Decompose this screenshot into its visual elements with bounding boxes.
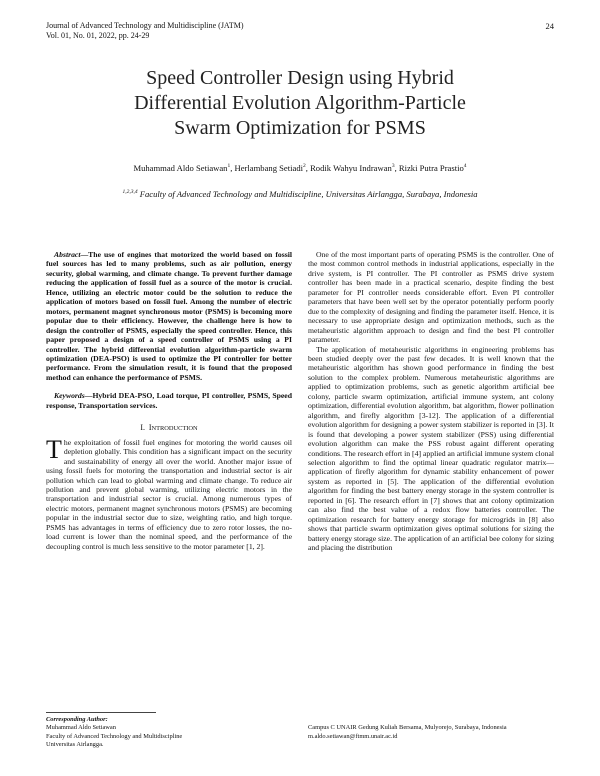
abstract (46, 250, 292, 382)
author-sup: 1 (227, 163, 231, 170)
author-sup: 4 (463, 163, 467, 170)
author-sup: 2 (303, 163, 306, 170)
section-heading (46, 423, 292, 433)
author-address: Campus C UNAIR Gedung Kuliah Bersama, Mulyorejo, Surabaya, Indonesia (308, 724, 507, 732)
abstract-label: Abstract (54, 250, 81, 259)
author-email: m.aldo.setiawan@ftmm.unair.ac.id (308, 732, 398, 740)
right-column (308, 250, 554, 553)
keywords-label: Keywords (54, 391, 85, 401)
title-line: Speed Controller Design using Hybrid (146, 67, 454, 89)
section-heading-rest: NTRODUCTION (151, 425, 198, 433)
corresponding-author-name: Muhammad Aldo Setiawan (46, 724, 116, 732)
author-name: Rizki Putra Prastio (398, 163, 464, 173)
section-numeral: I. (140, 423, 145, 433)
corresponding-author-label: Corresponding Author: (46, 716, 108, 723)
corresponding-author-university: Universitas Airlangga. (46, 740, 104, 748)
affiliation-text: Faculty of Advanced Technology and Multidiscipline, Universitas Airlangga, Surabaya, Indonesia (139, 188, 478, 199)
volume-info: Vol. 01, No. 01, 2022, pp. 24-29 (46, 31, 150, 40)
title-line: Swarm Optimization for PSMS (174, 117, 426, 139)
section-heading-initial: I (148, 423, 152, 433)
author-name: Muhammad Aldo Setiawan (133, 163, 228, 173)
body-paragraph: One of the most important parts of operating PSMS is the controller. One of the most common control methods in industrial applications, especially in the drive system, is PI controller. The PI controller as PSMS drive system controller has been made in a practical scenario, despite finding the best parameter for PI controller needs considerable effort. Even PI controller parameters that have been well set by the operator potentially perform poorly due to the complexity of designing and finding the parameter itself. Hence, it is necessary to use appropriate design and optimization methods, such as the metaheuristic algorithm approach to design and find the best PI controller parameter. (308, 250, 554, 345)
author-name: Herlambang Setiadi (234, 163, 304, 173)
paper-title (40, 66, 560, 141)
keywords-text: —Hybrid DEA-PSO, Load torque, PI controller, PSMS, Speed response, Transportation services. (46, 391, 292, 410)
body-paragraph: The application of metaheuristic algorithms in engineering problems has been studied deeply over the past few decades. It is well known that the metaheuristic algorithm has shown good performance in finding the best solution to the complex problem. Numerous metaheuristic algorithms are applied to optimization problems, such as genetic algorithm artificial bee colony, particle swarm optimization, artificial immune system, ant colony optimization, differential evolution algorithm, bat algorithm, flower pollination algorithm, and firefly algorithm [3-12]. The application of a differential evolution algorithm for designing a power system stabilizer is reported in [3]. It is found that developing a power system stabilizer (PSS) using differential evolution algorithm can make the PSS robust againt different operating conditions. The research effort in [4] applied an artificial immune system clonal selection algorithm to find the optimal linear quadratic regulator matrix—application of firefly algorithm for dynamic stability enhancement of power system as reported in [5]. The application of the differential evolution algorithm for finding the best battery energy storage in the system controller is reported in [6]. The research effort in [7] shows that ant colony optimization can also find the best value of a redox flow batteries controller. The optimization research for battery energy storage for microgrids in [8] also shows that particle swarm optimization gives optimal solutions for sizing the battery energy storage size. The application of an artificial bee colony for sizing and placing the distribution (308, 344, 554, 553)
left-column (46, 250, 292, 551)
affiliation-sup: 1,2,3,4 (122, 189, 138, 195)
author-list: Muhammad Aldo Setiawan$^1$, Herlambang Setiadi$^2$, Rodik Wahyu Indrawan$^3$, Rizki Putra Prastio$^4$ (133, 163, 467, 173)
intro-paragraph (46, 434, 292, 551)
drop-cap: T (46, 434, 62, 464)
title-line: Differential Evolution Algorithm-Particle (134, 92, 466, 114)
corresponding-author-faculty: Faculty of Advanced Technology and Multidiscipline (46, 732, 183, 740)
affiliation (80, 186, 520, 200)
corresponding-author (46, 716, 182, 749)
author-contact (308, 716, 558, 741)
keywords (46, 391, 292, 410)
author-name: Rodik Wahyu Indrawan (310, 163, 392, 173)
footnote-rule (46, 712, 156, 713)
abstract-text: —The use of engines that motorized the world based on fossil fuel sources has led to many problems, such as air pollution, energy security, global warming, and climate change. To prevent further damage reducing the application of fossil fuel as a source of the motor is crucial. Hence, utilizing an electric motor could be the solution to reduce the application of motors based on fossil fuel. Among the number of electric motors, permanent magnet synchronous motor (PSMS) is becoming more popular due to their efficiency. However, the challenge here is how to design the controller of PSMS, especially the speed controller. Hence, this paper proposed a design of a speed controller of PSMS using a PI controller. The hybrid differential evolution algorithm-particle swarm optimization (DEA-PSO) is used to optimize the PI controller for better performance. From the simulation result, it is found that the proposed method can enhance the performance of PSMS. (46, 250, 292, 382)
running-header (46, 21, 243, 41)
page-number: 24 (545, 21, 554, 31)
author-sup: 3 (391, 163, 395, 170)
journal-name: Journal of Advanced Technology and Multidiscipline (JATM) (46, 21, 244, 30)
intro-text: he exploitation of fossil fuel engines for motoring the world causes oil depletion globally. This condition has a significant impact on the security and sustainability of energy all over the world. Another major issue of using fossil fuels for motoring the transportation and industrial sector is air pollution which can lead to global warming and climate change. To reduce air pollution and prevent global warming, utilizing electric motors in the transportation and industrial sector is crucial. Among numerous types of electric motors, permanent magnet synchronous motors (PSMS) are becoming popular in the industrial sector due to size, weighting ratio, and high torque. PSMS has advantages in terms of efficiency due to zero rotor losses, the no-load current is lower than the nominal speed, and the performance of the decoupling control is much less sensitive to the motor parameter [1, 2]. (46, 437, 292, 551)
